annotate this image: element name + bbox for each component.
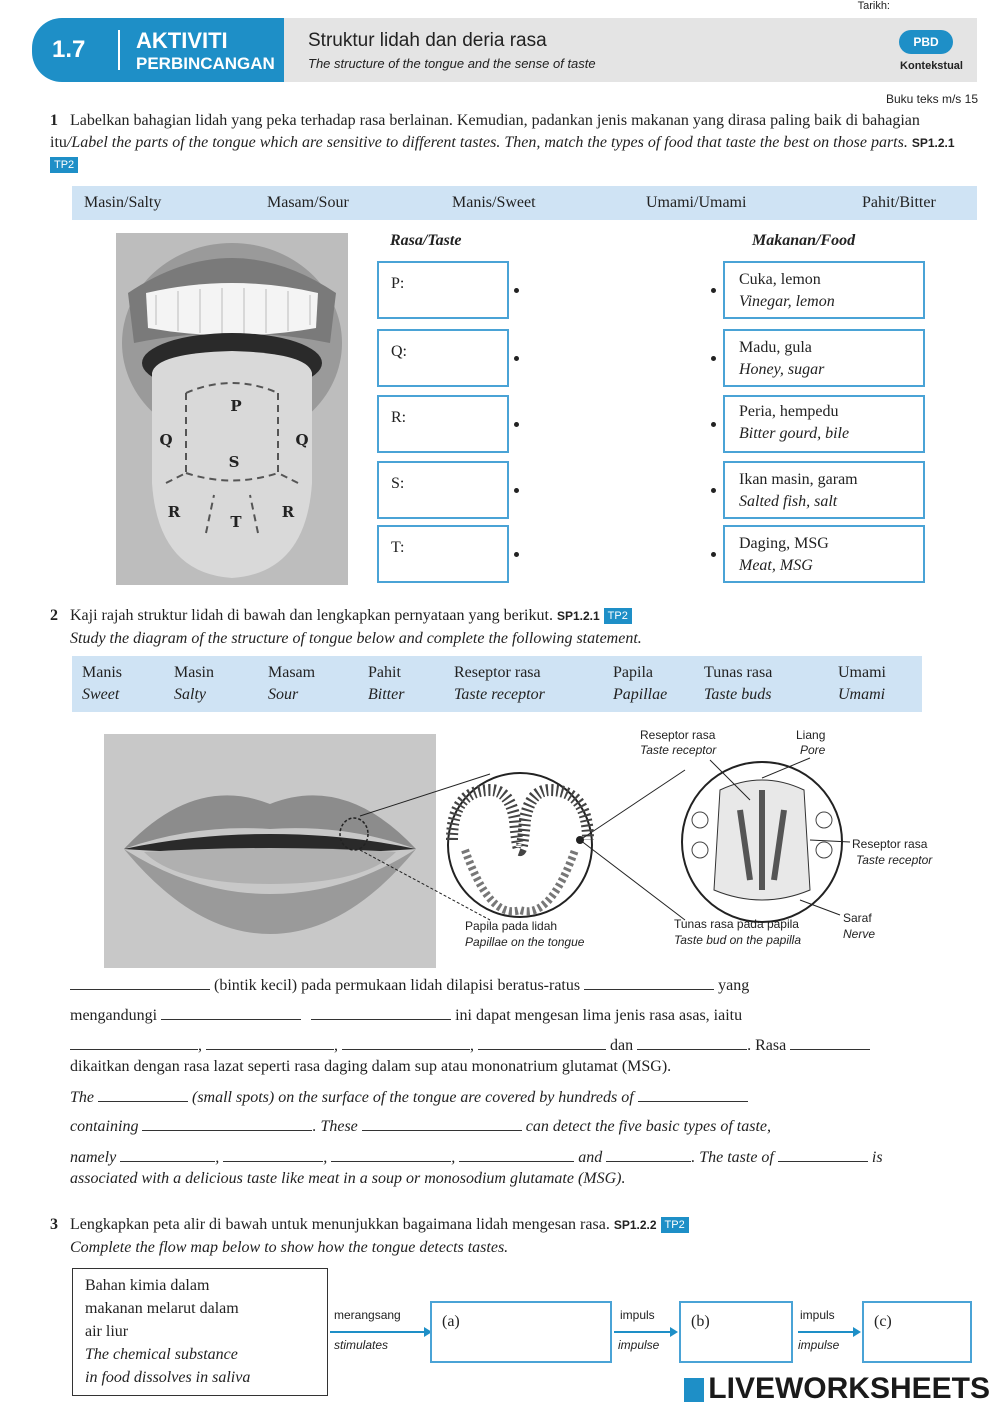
blank-input[interactable] (142, 1115, 312, 1131)
statement-text: (bintik kecil) pada permukaan lidah dilapisi beratus-ratus (214, 977, 581, 994)
rasa-label: S: (391, 475, 405, 492)
word-bank-ms: Reseptor rasa (454, 664, 541, 681)
q3-text-ms: Lengkapkan peta alir di bawah untuk menunjukkan bagaimana lidah mengesan rasa. (70, 1216, 610, 1233)
food-box (723, 261, 925, 319)
q2-tp-badge: TP2 (604, 608, 632, 624)
statement-text: containing (70, 1118, 139, 1135)
rasa-box-t[interactable] (377, 525, 509, 583)
food-ms: Peria, hempedu (739, 403, 839, 420)
match-dot-right[interactable] (711, 552, 716, 557)
start-en-line: The chemical substance (85, 1346, 238, 1363)
food-ms: Daging, MSG (739, 535, 829, 552)
blank-input[interactable] (223, 1146, 323, 1162)
rasa-label: T: (391, 539, 405, 556)
tongue-structure-diagram (340, 730, 980, 970)
activity-line2: PERBINCANGAN (136, 54, 275, 73)
flow-start-box (72, 1268, 328, 1396)
badge-divider (118, 30, 120, 70)
blank-input[interactable] (206, 1034, 334, 1050)
arrow2-label-en: impulse (618, 1338, 660, 1352)
q2-text-ms: Kaji rajah struktur lidah di bawah dan lengkapkan pernyataan yang berikut. (70, 607, 553, 624)
blank-input[interactable] (362, 1115, 522, 1131)
q3-instructions (50, 1214, 980, 1236)
food-ms: Ikan masin, garam (739, 471, 858, 488)
q3-tp-badge: TP2 (661, 1217, 689, 1233)
blank-input[interactable] (478, 1034, 606, 1050)
start-ms-line: air liur (85, 1323, 129, 1340)
blank-input[interactable] (638, 1086, 748, 1102)
q2-instructions (50, 605, 980, 627)
tongue-label-q-left: Q (159, 431, 173, 449)
q1-word-bank (72, 186, 977, 220)
label-liang-en: Pore (800, 743, 826, 757)
arrow3-label-en: impulse (798, 1338, 840, 1352)
liveworksheets-logo (684, 1372, 990, 1407)
q2-sp-code: SP1.2.1 (556, 609, 600, 623)
blank-input[interactable] (331, 1146, 451, 1162)
word-bank-en: Taste receptor (454, 686, 545, 703)
tongue-label-t: T (230, 513, 242, 531)
word-bank-en: Umami (838, 686, 886, 703)
flow-box-a[interactable] (430, 1301, 612, 1363)
word-bank-en: Salty (174, 686, 206, 703)
title-ms: Struktur lidah dan deria rasa (308, 30, 547, 51)
word-bank-item: Pahit/Bitter (862, 194, 936, 211)
date-label: Tarikh: (857, 0, 890, 12)
arrow3-label-ms: impuls (800, 1308, 835, 1322)
rasa-label: Q: (391, 343, 407, 360)
activity-number: 1.7 (52, 36, 86, 63)
statement-en-line1 (70, 1086, 975, 1109)
word-bank-ms: Pahit (368, 664, 401, 681)
start-ms-line: Bahan kimia dalam (85, 1277, 210, 1294)
blank-input[interactable] (161, 1004, 301, 1020)
q1-instructions (50, 110, 980, 176)
q3-number: 3 (50, 1216, 58, 1233)
label-saraf-en: Nerve (843, 927, 876, 941)
activity-line1: AKTIVITI (136, 28, 228, 53)
q2-text-en: Study the diagram of the structure of tongue below and complete the following statement. (70, 630, 642, 647)
logo-icon (684, 1378, 704, 1402)
q2-number: 2 (50, 607, 58, 624)
blank-input[interactable] (70, 974, 210, 990)
tongue-label-r-left: R (167, 503, 181, 521)
statement-text: can detect the five basic types of taste, (525, 1118, 772, 1135)
tongue-label-r-right: R (281, 503, 295, 521)
statement-en-line3: namely , , , and . The taste of is (70, 1146, 975, 1169)
statement-text: . Rasa (747, 1037, 787, 1054)
label-reseptor-ms: Reseptor rasa (640, 730, 716, 742)
food-en: Meat, MSG (739, 557, 813, 574)
word-bank-ms: Masam (268, 664, 316, 681)
q2-word-bank (72, 656, 922, 712)
blank-input[interactable] (637, 1034, 747, 1050)
food-box (723, 329, 925, 387)
match-dot-left[interactable] (514, 288, 519, 293)
arrow1-label-ms: merangsang (334, 1308, 401, 1322)
title-bar (284, 18, 977, 82)
statement-ms-line2 (70, 1004, 975, 1027)
word-bank-item: Masam/Sour (267, 194, 349, 211)
blank-input[interactable] (98, 1086, 188, 1102)
textbook-ref: Buku teks m/s 15 (885, 92, 978, 106)
statement-text: yang (718, 977, 750, 994)
word-bank-ms: Masin (174, 664, 214, 681)
food-box (723, 461, 925, 519)
match-dot-left[interactable] (514, 356, 519, 361)
flow-box-c[interactable] (862, 1301, 972, 1363)
flow-box-label: (a) (442, 1313, 460, 1330)
blank-input[interactable] (584, 974, 714, 990)
start-ms-line: makanan melarut dalam (85, 1300, 239, 1317)
title-en: The structure of the tongue and the sense of taste (308, 56, 596, 71)
match-dot-left[interactable] (514, 422, 519, 427)
flow-box-b[interactable] (679, 1301, 793, 1363)
blank-input[interactable] (790, 1034, 870, 1050)
match-dot-left[interactable] (514, 488, 519, 493)
word-bank-ms: Papila (613, 664, 653, 681)
rasa-label: R: (391, 409, 407, 426)
label-tunas-ms: Tunas rasa pada papila (674, 917, 799, 931)
blank-input[interactable] (459, 1146, 574, 1162)
label-liang-ms: Liang (796, 730, 826, 742)
statement-ms-line3: , , , dan . Rasa (70, 1034, 975, 1057)
flow-box-label: (b) (691, 1313, 710, 1330)
q1-text-ms: Labelkan bahagian lidah yang peka terhadap rasa berlainan. Kemudian, padankan jenis makanan yang dirasa paling baik di bahagian itu (50, 112, 920, 151)
label-reseptor2-en: Taste receptor (856, 853, 933, 867)
blank-input[interactable] (778, 1146, 868, 1162)
rasa-box-r[interactable] (377, 395, 509, 453)
food-en: Honey, sugar (739, 361, 825, 378)
tongue-image (116, 233, 348, 585)
statement-text: The (70, 1089, 94, 1106)
statement-text: is (871, 1149, 883, 1166)
flow-box-label: (c) (874, 1313, 892, 1330)
label-tunas-en: Taste bud on the papilla (674, 933, 801, 947)
rasa-box-s[interactable] (377, 461, 509, 519)
blank-input[interactable] (70, 1034, 198, 1050)
word-bank-en: Papillae (613, 686, 668, 703)
statement-en-line4: associated with a delicious taste like meat in a soup or monosodium glutamate (MSG). (70, 1170, 626, 1187)
food-ms: Madu, gula (739, 339, 812, 356)
match-dot-left[interactable] (514, 552, 519, 557)
food-en: Vinegar, lemon (739, 293, 835, 310)
label-papila-en: Papillae on the tongue (465, 935, 585, 949)
tongue-label-p: P (230, 397, 242, 415)
statement-en-line2 (70, 1115, 975, 1138)
food-box (723, 525, 925, 583)
statement-text: and (578, 1149, 603, 1166)
q1-text-en: /Label the parts of the tongue which are sensitive to different tastes. Then, match the types of food that taste the best on those parts. (66, 134, 908, 151)
match-dot-right[interactable] (711, 422, 716, 427)
arrow2-label-ms: impuls (620, 1308, 655, 1322)
word-bank-item: Manis/Sweet (452, 194, 536, 211)
rasa-box-p[interactable] (377, 261, 509, 319)
statement-text: (small spots) on the surface of the tongue are covered by hundreds of (192, 1089, 634, 1106)
word-bank-item: Umami/Umami (646, 194, 747, 211)
q3-sp-code: SP1.2.2 (613, 1218, 657, 1232)
pbd-badge: PBD (899, 30, 953, 54)
tongue-label-s: S (228, 453, 240, 471)
logo-text: LIVEWORKSHEETS (708, 1372, 990, 1405)
q1-number: 1 (50, 112, 58, 129)
q3-text-en: Complete the flow map below to show how the tongue detects tastes. (70, 1239, 509, 1256)
rasa-box-q[interactable] (377, 329, 509, 387)
statement-text: namely (70, 1149, 117, 1166)
statement-text: dan (610, 1037, 634, 1054)
blank-input[interactable] (311, 1004, 451, 1020)
match-dot-right[interactable] (711, 288, 716, 293)
blank-input[interactable] (606, 1146, 691, 1162)
food-box (723, 395, 925, 453)
q1-sp-code: SP1.2.1 (911, 136, 955, 150)
blank-input[interactable] (342, 1034, 470, 1050)
label-papila-ms: Papila pada lidah (465, 919, 558, 933)
word-bank-en: Sour (268, 686, 299, 703)
word-bank-en: Taste buds (704, 686, 772, 703)
start-en-line: in food dissolves in saliva (85, 1369, 251, 1386)
match-dot-right[interactable] (711, 488, 716, 493)
food-en: Bitter gourd, bile (739, 425, 850, 442)
label-saraf-ms: Saraf (843, 911, 872, 925)
blank-input[interactable] (120, 1146, 215, 1162)
statement-text: . The taste of (691, 1149, 774, 1166)
label-reseptor2-ms: Reseptor rasa (852, 837, 928, 851)
kontekstual-label: Kontekstual (900, 60, 963, 72)
statement-ms-line4: dikaitkan dengan rasa lazat seperti rasa daging dalam sup atau mononatrium glutamat (MSG). (70, 1058, 672, 1075)
makanan-header: Makanan/Food (752, 232, 856, 249)
rasa-label: P: (391, 275, 405, 292)
match-dot-right[interactable] (711, 356, 716, 361)
word-bank-item: Masin/Salty (84, 194, 162, 211)
statement-text: mengandungi (70, 1007, 158, 1024)
word-bank-ms: Tunas rasa (704, 664, 773, 681)
statement-text: ini dapat mengesan lima jenis rasa asas, iaitu (455, 1007, 743, 1024)
word-bank-en: Bitter (368, 686, 405, 703)
word-bank-ms: Manis (82, 664, 122, 681)
activity-badge (32, 18, 284, 82)
arrow1-label-en: stimulates (334, 1338, 389, 1352)
q1-tp-badge: TP2 (50, 157, 78, 173)
tongue-label-q-right: Q (295, 431, 309, 449)
statement-ms-line1 (70, 974, 975, 997)
rasa-header: Rasa/Taste (390, 232, 462, 249)
word-bank-en: Sweet (82, 686, 120, 703)
word-bank-ms: Umami (838, 664, 886, 681)
statement-text: . These (312, 1118, 358, 1135)
label-reseptor-en: Taste receptor (640, 743, 717, 757)
food-ms: Cuka, lemon (739, 271, 821, 288)
food-en: Salted fish, salt (739, 493, 838, 510)
